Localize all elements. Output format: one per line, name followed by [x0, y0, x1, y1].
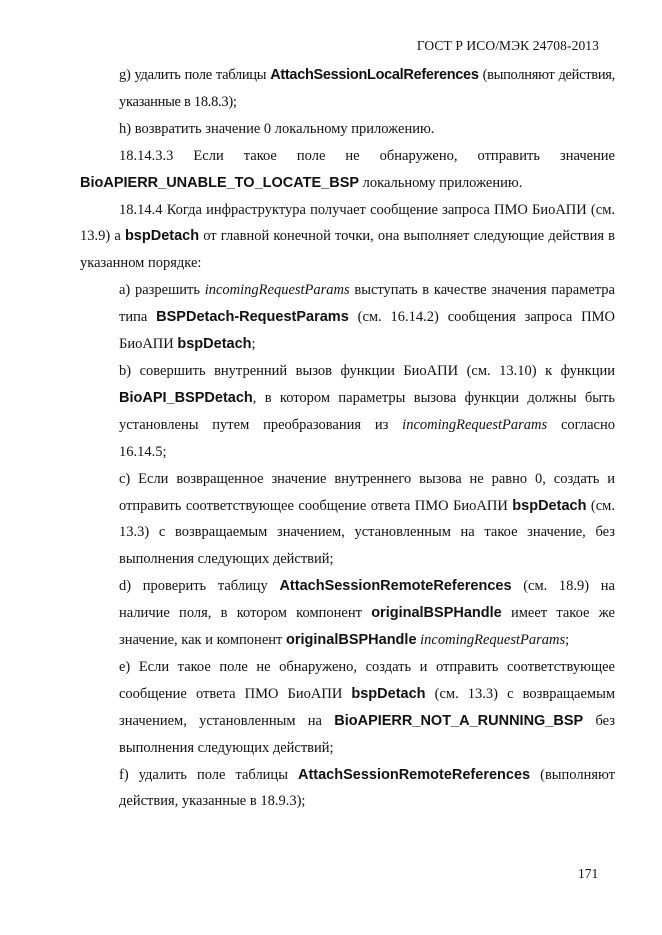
identifier-term: originalBSPHandle	[371, 605, 502, 622]
text-run: a) разрешить	[119, 282, 205, 299]
text-run: ;	[565, 632, 570, 649]
text-run: e) Если такое поле не обнаружено, создать и отправить соответствующее сообщение ответа ПМО БиоАПИ	[119, 658, 615, 702]
paragraph	[80, 762, 615, 816]
identifier-term: bspDetach	[351, 685, 426, 702]
text-run: имеет такое же значение, как и компонент	[119, 605, 615, 649]
text-run: f) удалить поле таблицы	[119, 766, 298, 783]
paragraph	[80, 143, 615, 197]
identifier-term: originalBSPHandle	[285, 632, 417, 649]
text-run: 18.14.3.3 Если такое поле не обнаружено, отправить значение	[119, 147, 615, 164]
text-run: локальному приложению.	[359, 174, 523, 191]
paragraph	[80, 116, 615, 143]
text-run: (см. 13.3) с возвращаемым значением, установленным на	[119, 685, 616, 729]
identifier-term: AttachSessionLocalReferences	[270, 67, 479, 83]
paragraph	[80, 277, 615, 358]
page-number: 171	[578, 866, 599, 881]
italic-term: incomingRequestParams	[204, 282, 350, 299]
document-body	[80, 62, 615, 815]
paragraph	[80, 358, 615, 466]
text-run: h) возвратить значение 0 локальному приложению.	[119, 120, 435, 137]
identifier-term: bspDetach	[512, 497, 587, 514]
text-run: ;	[251, 336, 256, 353]
identifier-term: bspDetach	[177, 336, 252, 353]
paragraph	[80, 197, 615, 278]
identifier-term: AttachSessionRemoteReferences	[297, 766, 531, 783]
identifier-term: AttachSessionRemoteReferences	[279, 578, 512, 595]
paragraph	[80, 654, 615, 762]
italic-term: incomingRequestParams	[420, 632, 566, 649]
text-run: согласно 16.14.5;	[119, 416, 615, 460]
text-run: c) Если возвращенное значение внутреннего вызова не равно 0, создать и отправить соответствующее сообщение ответа ПМО БиоАПИ	[119, 470, 615, 514]
text-run: (см. 13.3) с возвращаемым значением, установленным на такое значение, без выполнения следующих действий;	[119, 497, 615, 568]
text-run: b) совершить внутренний вызов функции БиоАПИ (см. 13.10) к функции	[119, 362, 615, 379]
text-run: g) удалить поле таблицы	[119, 67, 271, 83]
text-run: выступать в качестве значения параметра типа	[119, 282, 615, 326]
paragraph	[80, 62, 615, 116]
identifier-term: BioAPI_BSPDetach	[119, 389, 253, 406]
text-run: (выполняют действия, указанные в 18.9.3);	[119, 766, 615, 810]
text-run: (см. 16.14.2) сообщения запроса ПМО БиоАПИ	[119, 309, 615, 353]
identifier-term: BioAPIERR_NOT_A_RUNNING_BSP	[334, 712, 584, 729]
identifier-term: BioAPIERR_UNABLE_TO_LOCATE_BSP	[80, 174, 360, 191]
text-run: 18.14.4 Когда инфраструктура получает сообщение запроса ПМО БиоАПИ (см. 13.9) а	[80, 201, 615, 245]
running-header: ГОСТ Р ИСО/МЭК 24708-2013	[416, 38, 599, 53]
text-run: (см. 18.9) на наличие поля, в котором компонент	[119, 578, 615, 622]
text-run: от главной конечной точки, она выполняет следующие действия в указанном порядке:	[80, 228, 615, 272]
paragraph	[80, 573, 615, 654]
identifier-term: BSPDetach-RequestParams	[156, 309, 349, 326]
paragraph	[80, 466, 615, 574]
text-run: d) проверить таблицу	[119, 578, 280, 595]
text-run: (выполняют действия, указанные в 18.8.3);	[119, 67, 615, 110]
text-run: без выполнения следующих действий;	[119, 712, 615, 756]
text-run: , в котором параметры вызова функции должны быть установлены путем преобразования из	[119, 389, 615, 433]
identifier-term: bspDetach	[124, 228, 200, 245]
italic-term: incomingRequestParams	[402, 416, 548, 433]
